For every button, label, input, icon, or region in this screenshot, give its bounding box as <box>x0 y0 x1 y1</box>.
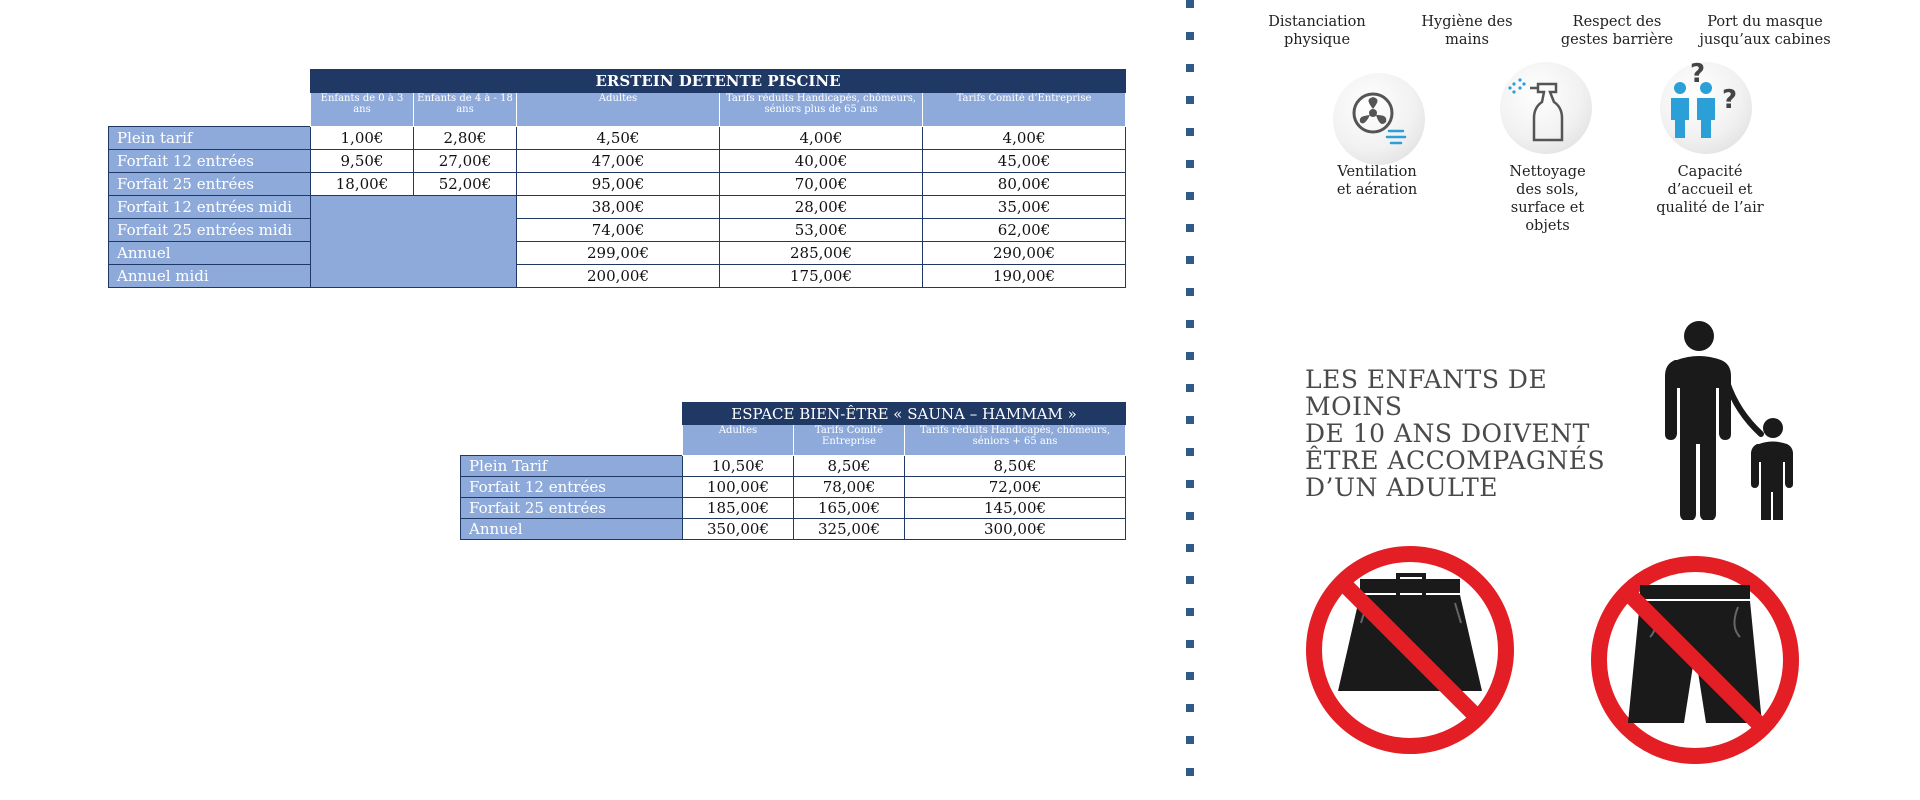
row-label: Plein Tarif <box>461 456 683 477</box>
measure-line: Hygiène des <box>1421 14 1513 30</box>
ventilation-icon <box>1333 73 1425 165</box>
measure-line: physique <box>1283 32 1351 48</box>
pool-price-table <box>108 69 1126 288</box>
spa-price-table <box>460 402 1126 540</box>
measure-mask <box>1690 13 1840 49</box>
table-row <box>461 477 1126 498</box>
unavailable-block <box>311 196 517 288</box>
price-cell: 300,00€ <box>905 519 1126 540</box>
table-row <box>461 519 1126 540</box>
row-label: Forfait 25 entrées <box>109 173 311 196</box>
price-cell: 53,00€ <box>720 219 923 242</box>
pool-table-title: ERSTEIN DETENTE PISCINE <box>311 70 1126 93</box>
price-cell: 80,00€ <box>923 173 1126 196</box>
caption-line: Nettoyage <box>1509 164 1586 180</box>
table-row <box>109 127 1126 150</box>
price-cell: 200,00€ <box>517 265 720 288</box>
price-cell: 175,00€ <box>720 265 923 288</box>
measure-line: Port du masque <box>1707 14 1823 30</box>
price-cell: 27,00€ <box>414 150 517 173</box>
svg-text:?: ? <box>1722 85 1738 115</box>
row-label: Annuel <box>109 242 311 265</box>
caption-line: d’accueil et <box>1667 182 1753 198</box>
table-row <box>109 150 1126 173</box>
price-cell: 145,00€ <box>905 498 1126 519</box>
price-cell: 28,00€ <box>720 196 923 219</box>
price-cell: 2,80€ <box>414 127 517 150</box>
no-shorts-icon <box>1590 555 1800 765</box>
price-cell: 290,00€ <box>923 242 1126 265</box>
measure-line: jusqu’aux cabines <box>1699 32 1831 48</box>
header-works-council: Tarifs Comité Entreprise <box>794 425 905 456</box>
row-label: Annuel <box>461 519 683 540</box>
table-row <box>461 498 1126 519</box>
header-reduced: Tarifs réduits Handicapés, chômeurs, séniors + 65 ans <box>905 425 1126 456</box>
caption-line: et aération <box>1336 182 1418 198</box>
price-cell: 72,00€ <box>905 477 1126 498</box>
no-skirt-icon <box>1305 545 1515 755</box>
price-cell: 4,00€ <box>923 127 1126 150</box>
spa-table-title: ESPACE BIEN-ÊTRE « SAUNA – HAMMAM » <box>683 403 1126 425</box>
price-cell: 78,00€ <box>794 477 905 498</box>
price-cell: 74,00€ <box>517 219 720 242</box>
people-question-icon <box>1660 62 1752 154</box>
price-cell: 52,00€ <box>414 173 517 196</box>
header-works-council: Tarifs Comité d’Entreprise <box>923 93 1126 127</box>
warning-line: DE 10 ANS DOIVENT <box>1305 419 1590 448</box>
caption-line: objets <box>1525 218 1570 234</box>
header-adults: Adultes <box>517 93 720 127</box>
table-row <box>109 219 1126 242</box>
price-cell: 8,50€ <box>905 456 1126 477</box>
price-cell: 185,00€ <box>683 498 794 519</box>
price-cell: 18,00€ <box>311 173 414 196</box>
price-cell: 35,00€ <box>923 196 1126 219</box>
caption-line: Capacité <box>1677 164 1743 180</box>
price-cell: 62,00€ <box>923 219 1126 242</box>
price-cell: 165,00€ <box>794 498 905 519</box>
cleaning-caption <box>1475 163 1620 235</box>
price-cell: 10,50€ <box>683 456 794 477</box>
table-row <box>461 456 1126 477</box>
price-cell: 38,00€ <box>517 196 720 219</box>
price-cell: 100,00€ <box>683 477 794 498</box>
price-cell: 350,00€ <box>683 519 794 540</box>
price-cell: 8,50€ <box>794 456 905 477</box>
dotted-separator <box>1186 0 1194 800</box>
measure-distancing <box>1252 13 1382 49</box>
measure-line: Respect des <box>1572 14 1662 30</box>
price-cell: 95,00€ <box>517 173 720 196</box>
price-cell: 285,00€ <box>720 242 923 265</box>
row-label: Annuel midi <box>109 265 311 288</box>
header-adults: Adultes <box>683 425 794 456</box>
warning-line: LES ENFANTS DE MOINS <box>1305 365 1548 421</box>
table-row <box>109 242 1126 265</box>
ventilation-caption <box>1302 163 1452 199</box>
row-label: Forfait 25 entrées <box>461 498 683 519</box>
row-label: Plein tarif <box>109 127 311 150</box>
spray-bottle-icon <box>1500 62 1592 154</box>
caption-line: surface et <box>1510 200 1585 216</box>
measure-barrier-gestures <box>1552 13 1682 49</box>
warning-line: ÊTRE ACCOMPAGNÉS <box>1305 446 1606 475</box>
row-label: Forfait 12 entrées <box>461 477 683 498</box>
header-reduced: Tarifs réduits Handicapés, chômeurs, séniors plus de 65 ans <box>720 93 923 127</box>
price-cell: 4,00€ <box>720 127 923 150</box>
price-cell: 4,50€ <box>517 127 720 150</box>
header-children-0-3: Enfants de 0 à 3 ans <box>311 93 414 127</box>
measure-line: mains <box>1445 32 1489 48</box>
caption-line: des sols, <box>1516 182 1579 198</box>
measure-line: gestes barrière <box>1560 32 1674 48</box>
adult-child-icon <box>1655 320 1805 520</box>
row-label: Forfait 12 entrées midi <box>109 196 311 219</box>
table-row <box>109 196 1126 219</box>
caption-line: qualité de l’air <box>1656 200 1764 216</box>
measure-line: Distanciation <box>1268 14 1366 30</box>
price-cell: 299,00€ <box>517 242 720 265</box>
price-cell: 1,00€ <box>311 127 414 150</box>
price-cell: 9,50€ <box>311 150 414 173</box>
price-cell: 47,00€ <box>517 150 720 173</box>
capacity-caption <box>1635 163 1785 217</box>
caption-line: Ventilation <box>1337 164 1417 180</box>
price-cell: 40,00€ <box>720 150 923 173</box>
svg-text:?: ? <box>1690 62 1706 89</box>
price-cell: 70,00€ <box>720 173 923 196</box>
table-row <box>109 173 1126 196</box>
header-children-4-18: Enfants de 4 à - 18 ans <box>414 93 517 127</box>
warning-line: D’UN ADULTE <box>1305 473 1499 502</box>
table-row <box>109 265 1126 288</box>
price-cell: 45,00€ <box>923 150 1126 173</box>
children-warning <box>1305 366 1635 501</box>
price-cell: 190,00€ <box>923 265 1126 288</box>
row-label: Forfait 25 entrées midi <box>109 219 311 242</box>
price-cell: 325,00€ <box>794 519 905 540</box>
row-label: Forfait 12 entrées <box>109 150 311 173</box>
measure-hand-hygiene <box>1402 13 1532 49</box>
